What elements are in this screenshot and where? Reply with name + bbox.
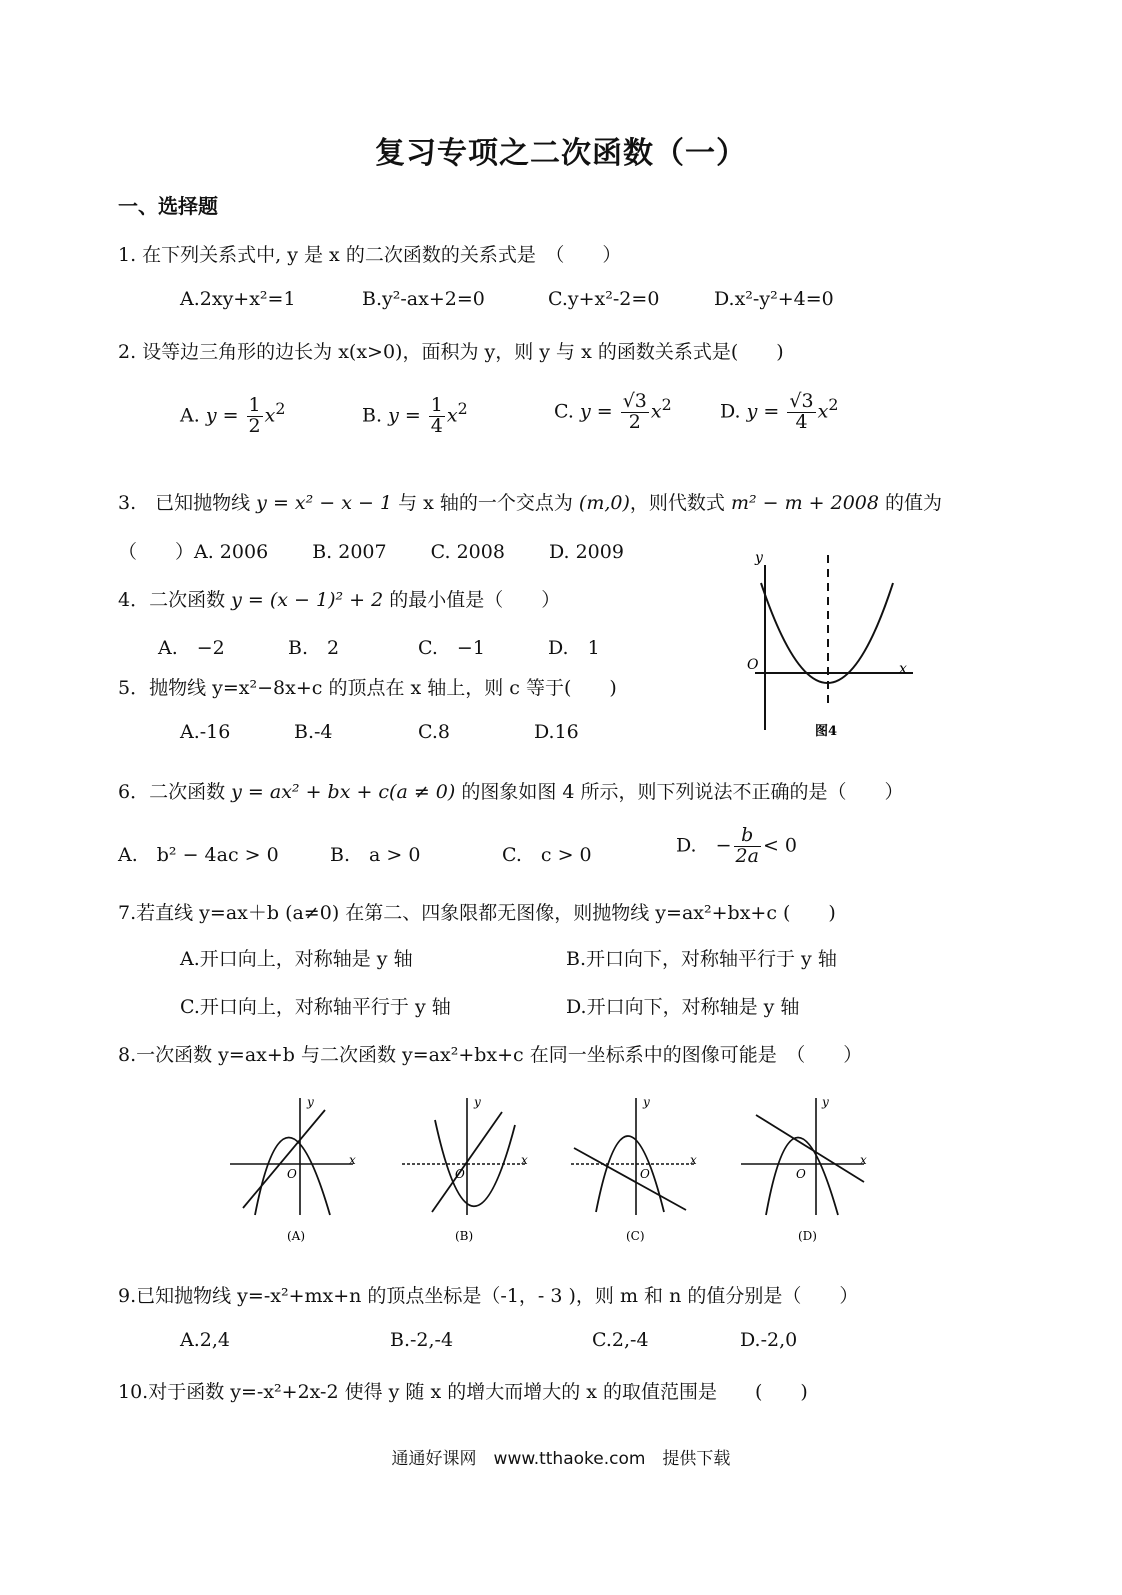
question-6-option-b: B. a > 0 [330,844,421,866]
question-7-stem: 7.若直线 y=ax＋b (a≠0) 在第二、四象限都无图像，则抛物线 y=ax²+bx+c ( ) [118,902,836,924]
question-10-stem: 10.对于函数 y=-x²+2x-2 使得 y 随 x 的增大而增大的 x 的取值范围是 ( ) [118,1381,808,1403]
question-7-option-c: C.开口向上，对称轴平行于 y 轴 [180,996,451,1018]
question-8-graph-a [225,1090,365,1250]
graph-d-x-label: x [860,1153,867,1167]
question-4-option-b: B. 2 [288,637,340,659]
graph-a-x-label: x [349,1153,356,1167]
question-9-option-c: C.2,-4 [592,1329,649,1351]
question-8-graph-d [736,1090,876,1250]
question-3-options: （ ）A. 2006 B. 2007 C. 2008 D. 2009 [118,541,624,563]
question-5-stem: 5．抛物线 y=x²−8x+c 的顶点在 x 轴上，则 c 等于( ) [118,677,617,699]
question-1-option-b: B.y²-ax+2=0 [362,288,485,310]
graph-c-origin: O [640,1167,650,1181]
question-2-option-a: A. y = $\frac{1}{2}$ $x^2$ [180,394,286,437]
graph-a-caption: (A) [287,1229,306,1243]
graph-c-parabola [596,1136,664,1212]
question-2-option-c: C. y = $\frac{√3}{2}$ $x^2$ [554,390,672,433]
question-7-option-b: B.开口向下，对称轴平行于 y 轴 [566,948,837,970]
graph-d-y-label: y [822,1095,829,1109]
question-8-stem: 8.一次函数 y=ax+b 与二次函数 y=ax²+bx+c 在同一坐标系中的图像可能是 （ ） [118,1044,863,1066]
page-footer: 通通好课网 www.tthaoke.com 提供下载 [391,1449,731,1469]
question-6-option-a: A. b² − 4ac > 0 [118,844,279,866]
question-8-graph-b [397,1090,537,1250]
graph-a-line [243,1110,325,1208]
question-2-option-b: B. y = $\frac{1}{4}$ $x^2$ [362,394,468,437]
question-7-option-d: D.开口向下，对称轴是 y 轴 [566,996,800,1018]
graph-c-y-label: y [643,1095,650,1109]
figure-4-origin: O [747,657,759,673]
question-7-option-a: A.开口向上，对称轴是 y 轴 [180,948,413,970]
question-2-option-d: D. y = $\frac{√3}{4}$ $x^2$ [720,390,839,433]
question-1-stem: 1. 在下列关系式中, y 是 x 的二次函数的关系式是 （ ） [118,244,622,266]
figure-4-x-label: x [899,661,907,677]
graph-c-line [574,1148,686,1210]
graph-b-caption: (B) [455,1229,474,1243]
question-3-stem: 3. 已知抛物线 y = x² − x − 1 与 x 轴的一个交点为 (m,0)，则代数式 m² − m + 2008 的值为 [118,492,943,514]
question-2-stem: 2. 设等边三角形的边长为 x(x>0)，面积为 y，则 y 与 x 的函数关系式是( ) [118,341,784,363]
question-4-stem: 4．二次函数 y = (x − 1)² + 2 的最小值是（ ） [118,589,561,611]
graph-b-origin: O [455,1167,465,1181]
question-4-option-c: C. −1 [418,637,485,659]
question-9-option-b: B.-2,-4 [390,1329,454,1351]
graph-c-caption: (C) [626,1229,645,1243]
question-9-stem: 9.已知抛物线 y=-x²+mx+n 的顶点坐标是（-1，- 3 )，则 m 和 n 的值分别是（ ） [118,1285,859,1307]
graph-d-origin: O [796,1167,806,1181]
question-5-option-b: B.-4 [294,721,333,743]
question-5-option-a: A.-16 [180,721,231,743]
graph-a-origin: O [287,1167,297,1181]
figure-4 [735,545,920,740]
question-8-graph-c [566,1090,706,1250]
graph-b-x-label: x [521,1153,528,1167]
question-1-option-a: A.2xy+x²=1 [180,288,296,310]
question-9-option-a: A.2,4 [180,1329,230,1351]
graph-a-y-label: y [307,1095,314,1109]
question-1-option-d: D.x²-y²+4=0 [714,288,834,310]
question-6-option-d: D. − $\frac{b}{2a}$ < 0 [676,824,798,867]
page-title: 复习专项之二次函数（一） [375,136,747,171]
graph-d-line [756,1115,864,1182]
section-heading: 一、选择题 [118,194,218,218]
question-5-option-c: C.8 [418,721,450,743]
figure-4-caption: 图4 [815,724,838,739]
question-9-option-d: D.-2,0 [740,1329,798,1351]
question-4-option-a: A. −2 [158,637,225,659]
graph-d-caption: (D) [798,1229,817,1243]
graph-b-y-label: y [474,1095,481,1109]
graph-c-x-label: x [690,1153,697,1167]
question-5-option-d: D.16 [534,721,579,743]
figure-4-y-label: y [755,550,763,566]
question-6-option-c: C. c > 0 [502,844,592,866]
graph-b-parabola [435,1120,515,1206]
question-6-stem: 6．二次函数 y = ax² + bx + c(a ≠ 0) 的图象如图 4 所示，则下列说法不正确的是（ ） [118,781,904,803]
question-4-option-d: D. 1 [548,637,600,659]
question-1-option-c: C.y+x²-2=0 [548,288,660,310]
